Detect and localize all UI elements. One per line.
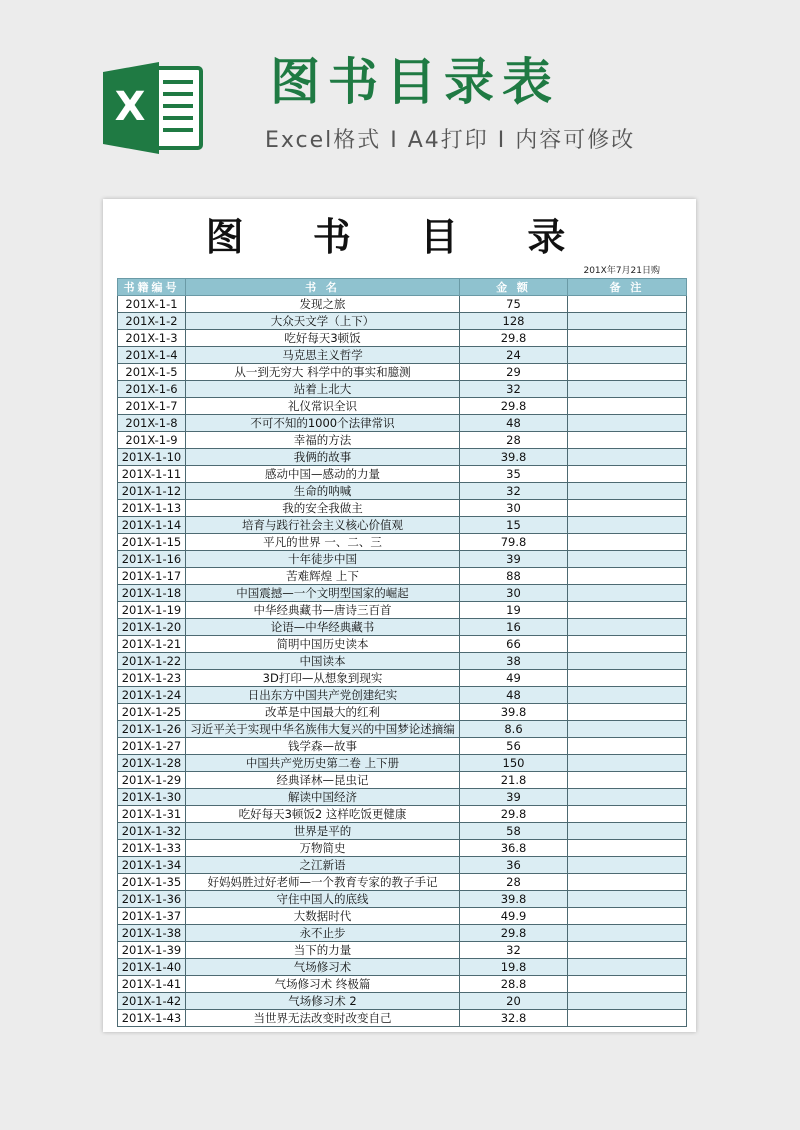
cell-amount[interactable]: 88 bbox=[460, 568, 568, 585]
cell-book-title[interactable]: 吃好每天3顿饭2 这样吃饭更健康 bbox=[186, 806, 460, 823]
cell-book-id[interactable]: 201X-1-13 bbox=[118, 500, 186, 517]
cell-amount[interactable]: 36.8 bbox=[460, 840, 568, 857]
cell-book-title[interactable]: 改革是中国最大的红利 bbox=[186, 704, 460, 721]
cell-notes[interactable] bbox=[568, 653, 687, 670]
table-row bbox=[118, 381, 687, 398]
cell-amount[interactable]: 32 bbox=[460, 942, 568, 959]
cell-book-id[interactable]: 201X-1-1 bbox=[118, 296, 186, 313]
cell-book-id[interactable]: 201X-1-22 bbox=[118, 653, 186, 670]
cell-amount[interactable]: 56 bbox=[460, 738, 568, 755]
cell-book-id[interactable]: 201X-1-8 bbox=[118, 415, 186, 432]
cell-amount[interactable]: 28.8 bbox=[460, 976, 568, 993]
cell-notes[interactable] bbox=[568, 296, 687, 313]
column-header-notes: 备 注 bbox=[568, 279, 687, 296]
table-row bbox=[118, 857, 687, 874]
cell-book-id[interactable]: 201X-1-39 bbox=[118, 942, 186, 959]
cell-notes[interactable] bbox=[568, 619, 687, 636]
svg-text:X: X bbox=[114, 84, 146, 130]
cell-amount[interactable]: 29 bbox=[460, 364, 568, 381]
cell-amount[interactable]: 28 bbox=[460, 432, 568, 449]
cell-amount[interactable]: 20 bbox=[460, 993, 568, 1010]
cell-book-id[interactable]: 201X-1-6 bbox=[118, 381, 186, 398]
cell-notes[interactable] bbox=[568, 551, 687, 568]
cell-notes[interactable] bbox=[568, 823, 687, 840]
column-header-title: 书 名 bbox=[186, 279, 460, 296]
cell-notes[interactable] bbox=[568, 517, 687, 534]
cell-amount[interactable]: 29.8 bbox=[460, 398, 568, 415]
cell-amount[interactable]: 16 bbox=[460, 619, 568, 636]
cell-book-id[interactable]: 201X-1-40 bbox=[118, 959, 186, 976]
cell-book-title[interactable]: 大数据时代 bbox=[186, 908, 460, 925]
table-row bbox=[118, 942, 687, 959]
cell-notes[interactable] bbox=[568, 942, 687, 959]
table-row bbox=[118, 908, 687, 925]
cell-notes[interactable] bbox=[568, 840, 687, 857]
cell-book-id[interactable]: 201X-1-24 bbox=[118, 687, 186, 704]
cell-notes[interactable] bbox=[568, 806, 687, 823]
table-row bbox=[118, 840, 687, 857]
cell-book-id[interactable]: 201X-1-19 bbox=[118, 602, 186, 619]
cell-book-title[interactable]: 大众天文学（上下） bbox=[186, 313, 460, 330]
cell-book-title[interactable]: 钱学森—故事 bbox=[186, 738, 460, 755]
cell-book-id[interactable]: 201X-1-31 bbox=[118, 806, 186, 823]
cell-book-id[interactable]: 201X-1-42 bbox=[118, 993, 186, 1010]
cell-book-title[interactable]: 中国读本 bbox=[186, 653, 460, 670]
cell-notes[interactable] bbox=[568, 636, 687, 653]
cell-notes[interactable] bbox=[568, 755, 687, 772]
table-row bbox=[118, 602, 687, 619]
cell-amount[interactable]: 30 bbox=[460, 585, 568, 602]
cell-book-title[interactable]: 礼仪常识全识 bbox=[186, 398, 460, 415]
cell-amount[interactable]: 66 bbox=[460, 636, 568, 653]
purchase-date: 201X年7月21日购 bbox=[583, 266, 660, 276]
table-row bbox=[118, 738, 687, 755]
cell-book-id[interactable]: 201X-1-15 bbox=[118, 534, 186, 551]
cell-book-id[interactable]: 201X-1-10 bbox=[118, 449, 186, 466]
cell-book-id[interactable]: 201X-1-35 bbox=[118, 874, 186, 891]
cell-book-id[interactable]: 201X-1-28 bbox=[118, 755, 186, 772]
cell-amount[interactable]: 49.9 bbox=[460, 908, 568, 925]
cell-notes[interactable] bbox=[568, 857, 687, 874]
cell-book-title[interactable]: 从一到无穷大 科学中的事实和臆测 bbox=[186, 364, 460, 381]
cell-notes[interactable] bbox=[568, 313, 687, 330]
cell-book-id[interactable]: 201X-1-14 bbox=[118, 517, 186, 534]
cell-notes[interactable] bbox=[568, 891, 687, 908]
table-row bbox=[118, 313, 687, 330]
cell-notes[interactable] bbox=[568, 908, 687, 925]
cell-amount[interactable]: 29.8 bbox=[460, 925, 568, 942]
cell-notes[interactable] bbox=[568, 602, 687, 619]
cell-book-id[interactable]: 201X-1-9 bbox=[118, 432, 186, 449]
table-row bbox=[118, 432, 687, 449]
cell-notes[interactable] bbox=[568, 738, 687, 755]
cell-book-title[interactable]: 经典译林—昆虫记 bbox=[186, 772, 460, 789]
table-row bbox=[118, 517, 687, 534]
cell-book-title[interactable]: 简明中国历史读本 bbox=[186, 636, 460, 653]
cell-book-id[interactable]: 201X-1-7 bbox=[118, 398, 186, 415]
table-row bbox=[118, 976, 687, 993]
cell-amount[interactable]: 48 bbox=[460, 687, 568, 704]
cell-book-title[interactable]: 苦难辉煌 上下 bbox=[186, 568, 460, 585]
cell-book-title[interactable]: 气场修习术 终极篇 bbox=[186, 976, 460, 993]
cell-book-title[interactable]: 马克思主义哲学 bbox=[186, 347, 460, 364]
cell-amount[interactable]: 128 bbox=[460, 313, 568, 330]
cell-amount[interactable]: 79.8 bbox=[460, 534, 568, 551]
cell-amount[interactable]: 39 bbox=[460, 789, 568, 806]
column-header-id: 书籍编号 bbox=[118, 279, 186, 296]
table-row bbox=[118, 806, 687, 823]
cell-amount[interactable]: 32.8 bbox=[460, 1010, 568, 1027]
cell-notes[interactable] bbox=[568, 772, 687, 789]
cell-amount[interactable]: 49 bbox=[460, 670, 568, 687]
cell-amount[interactable]: 58 bbox=[460, 823, 568, 840]
cell-notes[interactable] bbox=[568, 330, 687, 347]
table-row bbox=[118, 1010, 687, 1027]
cell-amount[interactable]: 39 bbox=[460, 551, 568, 568]
cell-book-id[interactable]: 201X-1-18 bbox=[118, 585, 186, 602]
table-header-row bbox=[118, 279, 687, 296]
table-row bbox=[118, 483, 687, 500]
cell-book-id[interactable]: 201X-1-3 bbox=[118, 330, 186, 347]
cell-book-id[interactable]: 201X-1-36 bbox=[118, 891, 186, 908]
table-row bbox=[118, 551, 687, 568]
table-row bbox=[118, 755, 687, 772]
table-row bbox=[118, 721, 687, 738]
cell-book-title[interactable]: 日出东方中国共产党创建纪实 bbox=[186, 687, 460, 704]
cell-notes[interactable] bbox=[568, 874, 687, 891]
cell-book-title[interactable]: 气场修习术 bbox=[186, 959, 460, 976]
table-row bbox=[118, 415, 687, 432]
cell-book-title[interactable]: 发现之旅 bbox=[186, 296, 460, 313]
cell-book-title[interactable]: 培育与践行社会主义核心价值观 bbox=[186, 517, 460, 534]
cell-notes[interactable] bbox=[568, 483, 687, 500]
cell-amount[interactable]: 150 bbox=[460, 755, 568, 772]
cell-book-title[interactable]: 永不止步 bbox=[186, 925, 460, 942]
cell-book-title[interactable]: 吃好每天3顿饭 bbox=[186, 330, 460, 347]
table-row bbox=[118, 772, 687, 789]
table-row bbox=[118, 466, 687, 483]
cell-notes[interactable] bbox=[568, 1010, 687, 1027]
cell-book-title[interactable]: 当下的力量 bbox=[186, 942, 460, 959]
cell-notes[interactable] bbox=[568, 568, 687, 585]
table-row bbox=[118, 619, 687, 636]
cell-book-id[interactable]: 201X-1-34 bbox=[118, 857, 186, 874]
banner-subtitle: Excel格式 I A4打印 I 内容可修改 bbox=[265, 128, 636, 153]
cell-book-id[interactable]: 201X-1-41 bbox=[118, 976, 186, 993]
cell-book-id[interactable]: 201X-1-5 bbox=[118, 364, 186, 381]
cell-book-id[interactable]: 201X-1-37 bbox=[118, 908, 186, 925]
cell-book-title[interactable]: 幸福的方法 bbox=[186, 432, 460, 449]
table-row bbox=[118, 993, 687, 1010]
cell-book-id[interactable]: 201X-1-32 bbox=[118, 823, 186, 840]
cell-book-id[interactable]: 201X-1-17 bbox=[118, 568, 186, 585]
cell-notes[interactable] bbox=[568, 721, 687, 738]
cell-book-id[interactable]: 201X-1-29 bbox=[118, 772, 186, 789]
table-row bbox=[118, 585, 687, 602]
cell-book-id[interactable]: 201X-1-12 bbox=[118, 483, 186, 500]
table-row bbox=[118, 789, 687, 806]
spreadsheet-page bbox=[103, 199, 696, 1032]
cell-book-title[interactable]: 我俩的故事 bbox=[186, 449, 460, 466]
cell-amount[interactable]: 39.8 bbox=[460, 891, 568, 908]
cell-amount[interactable]: 36 bbox=[460, 857, 568, 874]
cell-amount[interactable]: 29.8 bbox=[460, 330, 568, 347]
cell-amount[interactable]: 48 bbox=[460, 415, 568, 432]
table-row bbox=[118, 398, 687, 415]
cell-book-id[interactable]: 201X-1-30 bbox=[118, 789, 186, 806]
cell-amount[interactable]: 29.8 bbox=[460, 806, 568, 823]
cell-notes[interactable] bbox=[568, 534, 687, 551]
cell-notes[interactable] bbox=[568, 789, 687, 806]
cell-book-title[interactable]: 中国震撼—一个文明型国家的崛起 bbox=[186, 585, 460, 602]
table-row bbox=[118, 653, 687, 670]
excel-logo-icon bbox=[103, 60, 203, 156]
table-row bbox=[118, 704, 687, 721]
table-row bbox=[118, 925, 687, 942]
cell-amount[interactable]: 75 bbox=[460, 296, 568, 313]
book-table bbox=[117, 278, 687, 1027]
cell-book-id[interactable]: 201X-1-11 bbox=[118, 466, 186, 483]
table-row bbox=[118, 296, 687, 313]
cell-book-title[interactable]: 中华经典藏书—唐诗三百首 bbox=[186, 602, 460, 619]
cell-notes[interactable] bbox=[568, 993, 687, 1010]
cell-book-title[interactable]: 习近平关于实现中华名族伟大复兴的中国梦论述摘编 bbox=[186, 721, 460, 738]
cell-book-title[interactable]: 好妈妈胜过好老师—一个教育专家的教子手记 bbox=[186, 874, 460, 891]
cell-book-id[interactable]: 201X-1-33 bbox=[118, 840, 186, 857]
cell-book-id[interactable]: 201X-1-23 bbox=[118, 670, 186, 687]
cell-book-title[interactable]: 中国共产党历史第二卷 上下册 bbox=[186, 755, 460, 772]
cell-notes[interactable] bbox=[568, 364, 687, 381]
cell-notes[interactable] bbox=[568, 925, 687, 942]
cell-book-title[interactable]: 解读中国经济 bbox=[186, 789, 460, 806]
cell-notes[interactable] bbox=[568, 449, 687, 466]
cell-amount[interactable]: 8.6 bbox=[460, 721, 568, 738]
cell-book-title[interactable]: 论语—中华经典藏书 bbox=[186, 619, 460, 636]
cell-book-title[interactable]: 3D打印—从想象到现实 bbox=[186, 670, 460, 687]
table-row bbox=[118, 959, 687, 976]
cell-notes[interactable] bbox=[568, 704, 687, 721]
cell-amount[interactable]: 15 bbox=[460, 517, 568, 534]
table-row bbox=[118, 449, 687, 466]
table-row bbox=[118, 874, 687, 891]
cell-amount[interactable]: 32 bbox=[460, 381, 568, 398]
cell-book-title[interactable]: 气场修习术 2 bbox=[186, 993, 460, 1010]
cell-book-title[interactable]: 守住中国人的底线 bbox=[186, 891, 460, 908]
cell-amount[interactable]: 32 bbox=[460, 483, 568, 500]
banner-title: 图书目录表 bbox=[270, 53, 560, 111]
cell-amount[interactable]: 30 bbox=[460, 500, 568, 517]
cell-amount[interactable]: 39.8 bbox=[460, 704, 568, 721]
cell-book-id[interactable]: 201X-1-16 bbox=[118, 551, 186, 568]
cell-book-title[interactable]: 世界是平的 bbox=[186, 823, 460, 840]
document-title: 图 书 目 录 bbox=[205, 215, 594, 259]
cell-book-id[interactable]: 201X-1-20 bbox=[118, 619, 186, 636]
cell-amount[interactable]: 19 bbox=[460, 602, 568, 619]
table-row bbox=[118, 823, 687, 840]
cell-book-title[interactable]: 之江新语 bbox=[186, 857, 460, 874]
cell-book-id[interactable]: 201X-1-2 bbox=[118, 313, 186, 330]
cell-notes[interactable] bbox=[568, 347, 687, 364]
cell-book-title[interactable]: 不可不知的1000个法律常识 bbox=[186, 415, 460, 432]
cell-amount[interactable]: 39.8 bbox=[460, 449, 568, 466]
column-header-amount: 金 额 bbox=[460, 279, 568, 296]
cell-notes[interactable] bbox=[568, 466, 687, 483]
cell-notes[interactable] bbox=[568, 670, 687, 687]
cell-book-title[interactable]: 生命的呐喊 bbox=[186, 483, 460, 500]
cell-book-title[interactable]: 十年徒步中国 bbox=[186, 551, 460, 568]
cell-book-id[interactable]: 201X-1-26 bbox=[118, 721, 186, 738]
cell-notes[interactable] bbox=[568, 585, 687, 602]
cell-book-title[interactable]: 平凡的世界 一、二、三 bbox=[186, 534, 460, 551]
cell-book-id[interactable]: 201X-1-38 bbox=[118, 925, 186, 942]
table-row bbox=[118, 534, 687, 551]
table-row bbox=[118, 687, 687, 704]
cell-notes[interactable] bbox=[568, 415, 687, 432]
cell-book-id[interactable]: 201X-1-25 bbox=[118, 704, 186, 721]
cell-amount[interactable]: 35 bbox=[460, 466, 568, 483]
cell-book-title[interactable]: 当世界无法改变时改变自己 bbox=[186, 1010, 460, 1027]
cell-book-title[interactable]: 站着上北大 bbox=[186, 381, 460, 398]
table-row bbox=[118, 347, 687, 364]
cell-amount[interactable]: 38 bbox=[460, 653, 568, 670]
table-row bbox=[118, 670, 687, 687]
cell-amount[interactable]: 21.8 bbox=[460, 772, 568, 789]
table-row bbox=[118, 330, 687, 347]
table-row bbox=[118, 568, 687, 585]
cell-notes[interactable] bbox=[568, 500, 687, 517]
cell-amount[interactable]: 24 bbox=[460, 347, 568, 364]
cell-book-title[interactable]: 感动中国—感动的力量 bbox=[186, 466, 460, 483]
cell-book-id[interactable]: 201X-1-27 bbox=[118, 738, 186, 755]
cell-book-id[interactable]: 201X-1-21 bbox=[118, 636, 186, 653]
cell-amount[interactable]: 28 bbox=[460, 874, 568, 891]
cell-notes[interactable] bbox=[568, 959, 687, 976]
cell-book-id[interactable]: 201X-1-43 bbox=[118, 1010, 186, 1027]
cell-book-title[interactable]: 我的安全我做主 bbox=[186, 500, 460, 517]
cell-notes[interactable] bbox=[568, 687, 687, 704]
table-row bbox=[118, 364, 687, 381]
cell-notes[interactable] bbox=[568, 398, 687, 415]
cell-notes[interactable] bbox=[568, 432, 687, 449]
table-row bbox=[118, 891, 687, 908]
cell-book-id[interactable]: 201X-1-4 bbox=[118, 347, 186, 364]
cell-notes[interactable] bbox=[568, 976, 687, 993]
cell-notes[interactable] bbox=[568, 381, 687, 398]
banner bbox=[0, 0, 800, 190]
table-row bbox=[118, 500, 687, 517]
cell-amount[interactable]: 19.8 bbox=[460, 959, 568, 976]
table-row bbox=[118, 636, 687, 653]
cell-book-title[interactable]: 万物简史 bbox=[186, 840, 460, 857]
